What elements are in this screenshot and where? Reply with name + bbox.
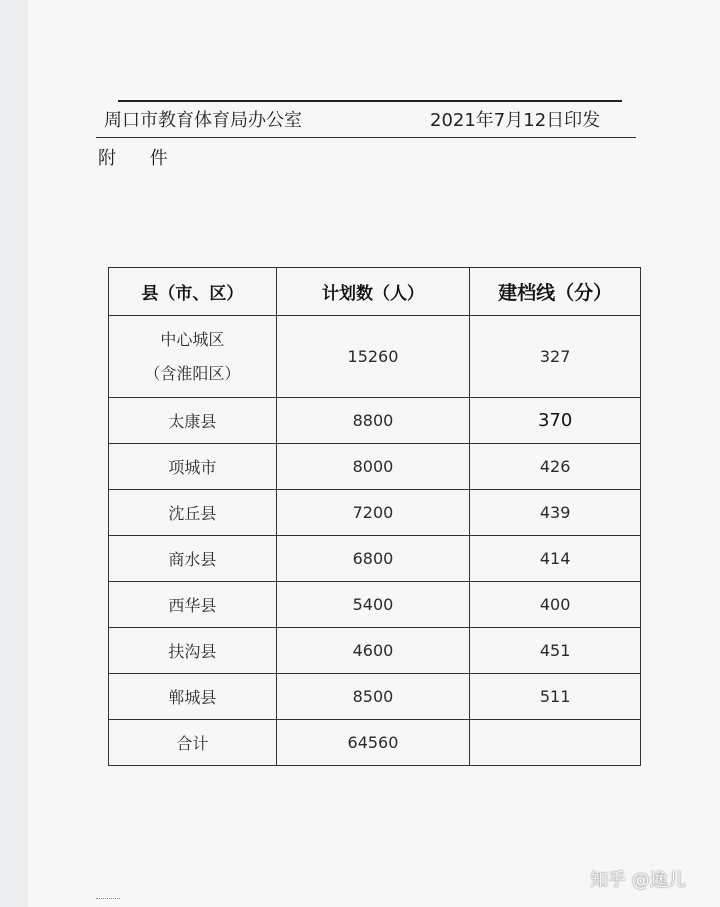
district-cell: 太康县 [109, 398, 277, 444]
header-top-rule [118, 100, 622, 102]
column-header-score: 建档线（分） [470, 268, 641, 316]
district-cell [109, 316, 277, 398]
district-cell: 西华县 [109, 582, 277, 628]
scan-mark [96, 898, 120, 903]
score-cell: 511 [470, 674, 641, 720]
header-bottom-rule [96, 137, 636, 138]
table-row [109, 536, 641, 582]
total-plan-cell: 64560 [276, 720, 470, 766]
district-cell: 郸城县 [109, 674, 277, 720]
table-header-row [109, 268, 641, 316]
plan-cell: 8800 [276, 398, 470, 444]
plan-cell: 8000 [276, 444, 470, 490]
plan-cell: 5400 [276, 582, 470, 628]
plan-cell: 6800 [276, 536, 470, 582]
table-row [109, 398, 641, 444]
attachment-label: 附 件 [98, 148, 182, 169]
score-cell: 400 [470, 582, 641, 628]
plan-cell: 8500 [276, 674, 470, 720]
table-row [109, 316, 641, 398]
table-row [109, 444, 641, 490]
zhihu-watermark: 知乎 @逸儿 [590, 870, 686, 891]
table-row [109, 582, 641, 628]
plan-cell: 4600 [276, 628, 470, 674]
plan-cell: 15260 [276, 316, 470, 398]
score-cell: 439 [470, 490, 641, 536]
table-row [109, 490, 641, 536]
total-score-cell [470, 720, 641, 766]
district-cell: 扶沟县 [109, 628, 277, 674]
table-total-row [109, 720, 641, 766]
total-label-cell: 合计 [109, 720, 277, 766]
issue-date: 2021年7月12日印发 [430, 110, 601, 131]
score-cell: 426 [470, 444, 641, 490]
district-cell: 项城市 [109, 444, 277, 490]
score-cell: 414 [470, 536, 641, 582]
district-line2: （含淮阳区） [144, 363, 241, 383]
issuer-name: 周口市教育体育局办公室 [104, 110, 302, 131]
score-cell: 451 [470, 628, 641, 674]
table-row [109, 628, 641, 674]
column-header-plan: 计划数（人） [276, 268, 470, 316]
district-cell: 商水县 [109, 536, 277, 582]
score-cell: 327 [470, 316, 641, 398]
table-row [109, 674, 641, 720]
district-cell: 沈丘县 [109, 490, 277, 536]
plan-cell: 7200 [276, 490, 470, 536]
column-header-district: 县（市、区） [109, 268, 277, 316]
district-line1: 中心城区 [160, 329, 225, 349]
score-cell: 370 [470, 398, 641, 444]
enrollment-table [108, 267, 641, 766]
